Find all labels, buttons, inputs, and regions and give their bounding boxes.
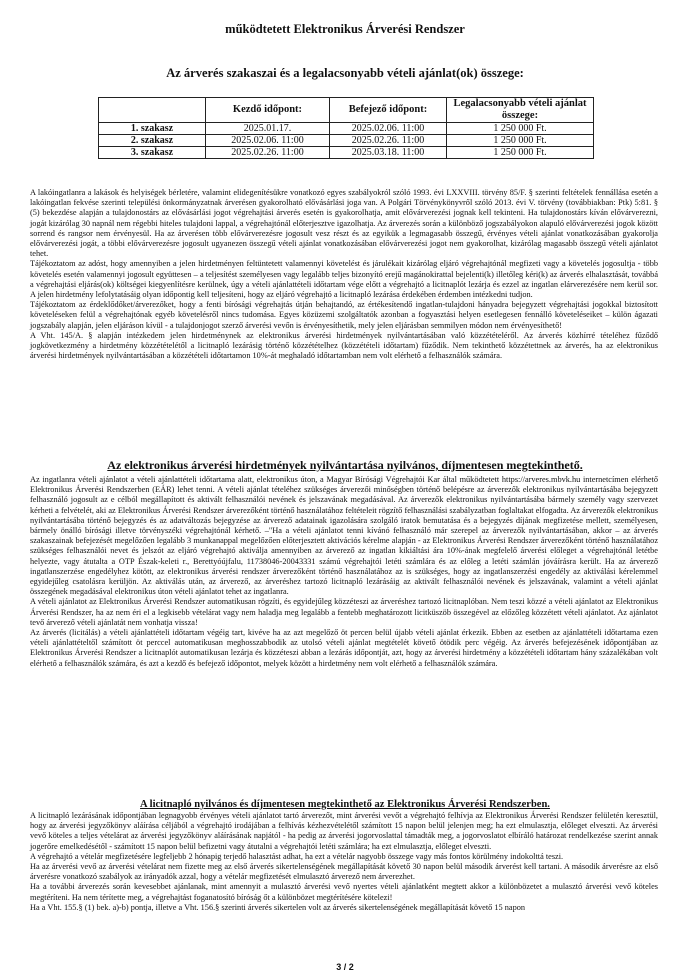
bidding-rules-section	[30, 475, 658, 669]
schedule-heading: Az árverés szakaszai és a legalacsonyabb vételi ajánlat(ok) összege:	[166, 66, 524, 80]
paragraph: A licitnapló lezárásának időpontjában legnagyobb érvényes vételi ajánlatot tartó árverezőt, mint árverési vevőt a végrehajtó felhívja az Elektronikus Árverési Rendszer felületén keresztül, hogy az árverési jegyzőkönyv aláírása céljából a végrehajtó irodájában a felhívás kézhezvételétől számított 15 napon belül jelenjen meg; ha ezt elmulasztja, előleget elveszti. Az árverési vevő köteles a teljes vételárat az árverési jegyzőkönyv aláírásának napjától - ha pedig az árverési jogorvoslattal támadták meg, a jogorvoslatot elbíráló határozat rendelkezése szerint annak jogerőre emelkedésétől - számított 15 napon belül befizetni vagy átutalni a végrehajtói letéti számlára; ha ezt elmulasztja, előleget elveszti.	[30, 811, 658, 851]
page-number: 3 / 2	[336, 962, 354, 972]
bid-log-section	[30, 811, 658, 913]
stage-start: 2025.01.17.	[206, 123, 330, 135]
paragraph: Ha a Vht. 155.§ (1) bek. a)-b) pontja, illetve a Vht. 156.§ szerinti árverés sikertelen volt az árverés sikertelenségének megállapítását követő 15 napon	[30, 902, 526, 912]
auction-schedule-table	[98, 97, 594, 159]
stage-amount: 1 250 000 Ft.	[447, 135, 594, 147]
stage-start: 2025.02.26. 11:00	[206, 147, 330, 159]
paragraph: Tájékoztatom az adóst, hogy amennyiben a jelen hirdetményen feltüntetett valamennyi követelést és járulékait kizárólag eljáró végrehajtónál megfizeti vagy a követelés jogosultja - több követelés esetén valamennyi jogosult együttesen – a teljesítést személyesen vagy legalább teljes bizonyító erejű magánokirattal bejelenti(k) illetőleg kéri(k) az árverés elhalasztását, továbbá a végrehajtási eljárás(ok) költségei kiegyenlítésre kerülnek, úgy a vételi ajánlattételi időtartam vége előtt a végrehajtó a licitnaplót lezárja és ezzel az ingatlan elárverezésére nem kerül sor. A jelen hirdetmény lefolytatásáig olyan időpontig kell teljesíteni, hogy az eljáró végrehajtó a licitnapló lezárása érdekében érdemben intézkedni tudjon.	[30, 259, 658, 300]
paragraph: A Vht. 145/A. § alapján intézkedem jelen hirdetménynek az elektronikus árverési hirdetmények nyilvántartásában való közzétételéről. Az árverés közhírré tételéhez fűződő jogkövetkezmény a hirdetmény közzétételétől a licitnapló lezárásig történő közzétételhez (közzétételi időtartam) fűződik. Nem tekinthető közzétettnek az árverés, ha az elektronikus árverési hirdetmények nyilvántartásában a közzétételi időtartamon 10%-át meghaladó időtartamban nem volt elérhető a felhasználók számára.	[30, 330, 658, 361]
stage-amount: 1 250 000 Ft.	[447, 123, 594, 135]
stage-label: 1. szakasz	[99, 123, 206, 135]
stage-label: 3. szakasz	[99, 147, 206, 159]
paragraph: A lakóingatlanra a lakások és helyiségek bérletére, valamint elidegenítésükre vonatkozó egyes szabályokról szóló 1993. évi LXXVIII. törvény 85/F. § szerinti feltételek fennállása esetén a lakóingatlan fekvése szerinti települési önkormányzatnak árverésen gyakorolható elővásárlási joga van. A Polgári Törvénykönyvről szóló 2013. évi V. törvény (továbbiakban: Ptk) 5:81. § (5) bekezdése alapján a tulajdonostárs az elővásárlási jogot végrehajtási árverés esetén is gyakorolhatja, amit elővárverezési jognak kell tekinteni. Ha tulajdonostárs kíván elővárverezni, jogát kizárólag 30 napnál nem régebbi hiteles tulajdoni lappal, a végrehajtónál előterjesztve igazolhatja. Az árverezés során a különböző jogszabályokon alapuló elővárverezési jogok között sorrend és rangsor nem érvényesül. Ha az árverésen több elővárverezésre jogosult vesz részt és az egyikük a legmagasabb összegű, érvényes vételi ajánlat vonatkozásában gyakorolja elővárverezési jogát, a többi elővárverezésre jogosult ugyanezen összegű vételi ajánlat vonatkozásában elővárverezési jogot nem gyakorolhat, kizárólag magasabb összegű vételi ajánlatot tehet.	[30, 188, 658, 259]
registry-section-title: Az elektronikus árverési hirdetmények nyilvántartása nyilvános, díjmentesen megtekinthető.	[107, 458, 583, 472]
column-header-amount: Legalacsonyabb vételi ajánlat összege:	[447, 98, 594, 123]
document-heading: működtetett Elektronikus Árverési Rendszer	[225, 22, 465, 36]
paragraph: Az ingatlanra vételi ajánlatot a vételi ajánlattételi időtartama alatt, elektronikus úton, a Magyar Bírósági Végrehajtói Kar által működtetett https://arveres.mbvk.hu internetcímen elérhető Elektronikus Árverési Rendszerben (EÁR) lehet tenni. A vételi ajánlat tételéhez szükséges árverezői minőségben történő belépésre az árverezők elektronikus nyilvántartásába bejegyzett felhasználó jogosult az e célból megállapított és aktivált felhasználói nevének és jelszavának megadásával. Az árverezők elektronikus nyilvántartásába bármely személy vagy szervezet kérheti a felvételét, aki az Elektronikus Árverési Rendszer árverezőként történő használatához feltételeit rögzítő felhasználási szabályzatban foglaltakat elfogadta. Az árverezők elektronikus nyilvántartásába történő bejegyzés és az adatváltozás bejegyzése az árverező adatainak igazolására szolgáló iratok bemutatása és a bejegyzés díjának megfizetése mellett, személyesen, bármely önálló bírósági illetve törvényszéki végrehajtónál kérhető. –"Ha a vételi ajánlatot tenni kívánó felhasználó már szerepel az árverezők nyilvántartásában, akkor – az árverés szakaszainak befejezését megelőzően legalább 3 munkanappal megelőzően előterjesztett aktivációs kérelme alapján - az Elektronikus Árverési Rendszer árverezőként történő használatához szükséges felhasználói nevet és jelszót az eljáró végrehajtó aktiválja amennyiben az árverező az ingatlan kikiáltási ára 10%-ának megfelelő árverési előleget a végrehajtónál letétbe helyezte, vagy átutalta a OTP Észak-keleti r., Berettyóújfalu, 11738046-20043331 számú végrehajtói letéti számlára és az előleg a letéti számlán jóváírásra került. Ha az árverező ingatlanszerzése engedélyhez kötött, az elektronikus árverési rendszer árverezőként történő használatához az is szükséges, hogy az ingatlanszerzési engedély az aktiválási kérelemmel egyidejűleg csatolásra kerüljön. Az aktiválás után, az árverező, az árveréshez tartozó licitnapló lezárásáig az aktivált felhasználói nevének és jelszavának, valamint a vételi ajánlat összegének megadásával elektronikus úton vételi ajánlatot tehet az ingatlanra.	[30, 475, 658, 597]
bid-log-section-title: A licitnapló nyilvános és díjmentesen megtekinthető az Elektronikus Árverési Rendszerben.	[140, 799, 550, 810]
column-header-start: Kezdő időpont:	[206, 98, 330, 123]
stage-end: 2025.02.26. 11:00	[330, 135, 447, 147]
preemption-rights-section	[30, 188, 658, 361]
stage-amount: 1 250 000 Ft.	[447, 147, 594, 159]
table-corner-cell	[99, 98, 206, 123]
stage-end: 2025.02.06. 11:00	[330, 123, 447, 135]
table-row	[99, 135, 594, 147]
paragraph: A vételi ajánlatot az Elektronikus Árverési Rendszer automatikusan rögzíti, és egyidejűleg közzéteszi az árveréshez tartozó licitnaplóban. Nem teszi közzé a vételi ajánlatot az Elektronikus Árverési Rendszer, ha az nem éri el a legkisebb vételárat vagy nem haladja meg legalább a fentebb meghatározott licitküszöb összegével az előzőleg közzétett vételi ajánlatot. Az ajánlatot tevő árverező vételi ajánlatát nem vonhatja vissza!	[30, 597, 658, 627]
paragraph: Az árverés (licitálás) a vételi ajánlattételi időtartam végéig tart, kivéve ha az azt megelőző öt percen belül újabb vételi ajánlat érkezik. Ebben az esetben az ajánlattételi időtartama ezen vételi ajánlattételtől számított öt perccel automatikusan meghosszabbodik az utolsó vételi ajánlat megtételét követő ötödik perc végéig. Az árverés befejezésének időpontjában az Elektronikus Árverési Rendszer a licitnaplót automatikusan lezárja és közzéteszi abban a lezárás időpontját, azt, hogy az árverési hirdetmény a közzétételi időtartam hány százalékában volt elérhető a felhasználók számára, és azt a kezdő és befejező időpontot, melyek között a hirdetmény nem volt elérhető a felhasználók számára.	[30, 628, 658, 668]
table-header-row	[99, 98, 594, 123]
stage-start: 2025.02.06. 11:00	[206, 135, 330, 147]
paragraph: Ha a további árverezés során kevesebbet ajánlanak, mint amennyit a mulasztó árverési vevő nyertes vételi ajánlatként megtett akkor a különbözetet a mulasztó árverési vevő köteles megtéríteni. Ha nem térítette meg, a végrehajtást foganatosító bíróság őt a különbözet megtérítésére kötelezi!	[30, 882, 658, 902]
stage-label: 2. szakasz	[99, 135, 206, 147]
stage-end: 2025.03.18. 11:00	[330, 147, 447, 159]
column-header-end: Befejező időpont:	[330, 98, 447, 123]
paragraph: Ha az árverési vevő az árverési vételárat nem fizette meg az első árverés sikertelenségének megállapítását követő 30 napon belül második árverést kell tartani. A második árverésre az első árverésre vonatkozó szabályok az irányadók azzal, hogy a vételár megfizetését elmulasztó árverező nem árverezhet.	[30, 862, 658, 882]
paragraph: Tájékoztatom az érdeklődőket/árverezőket, hogy a fenti bírósági végrehajtás útján behajtandó, az értékesítendő ingatlan-tulajdoni hányadra bejegyzett végrehajtási jogokkal biztosított követeléseken felül a végrehajtónak egyéb követelésről nincs tudomása. Egyes közüzemi szolgáltatók azonban a fogyasztási helyen esetlegesen fennálló követeléseiket – külön ágazati jogszabály alapján, jelen eljáráson kívül - a tulajdonjogot szerző árverési vevőn is érvényesíthetik, mely jelen eljárásban semmilyen módon nem érvényesíthető!	[30, 300, 658, 330]
table-row	[99, 123, 594, 135]
paragraph: A végrehajtó a vételár megfizetésére legfeljebb 2 hónapig terjedő halasztást adhat, ha ezt a vételár nagyobb összege vagy más fontos körülmény indokolttá teszi.	[30, 851, 564, 861]
table-row	[99, 147, 594, 159]
